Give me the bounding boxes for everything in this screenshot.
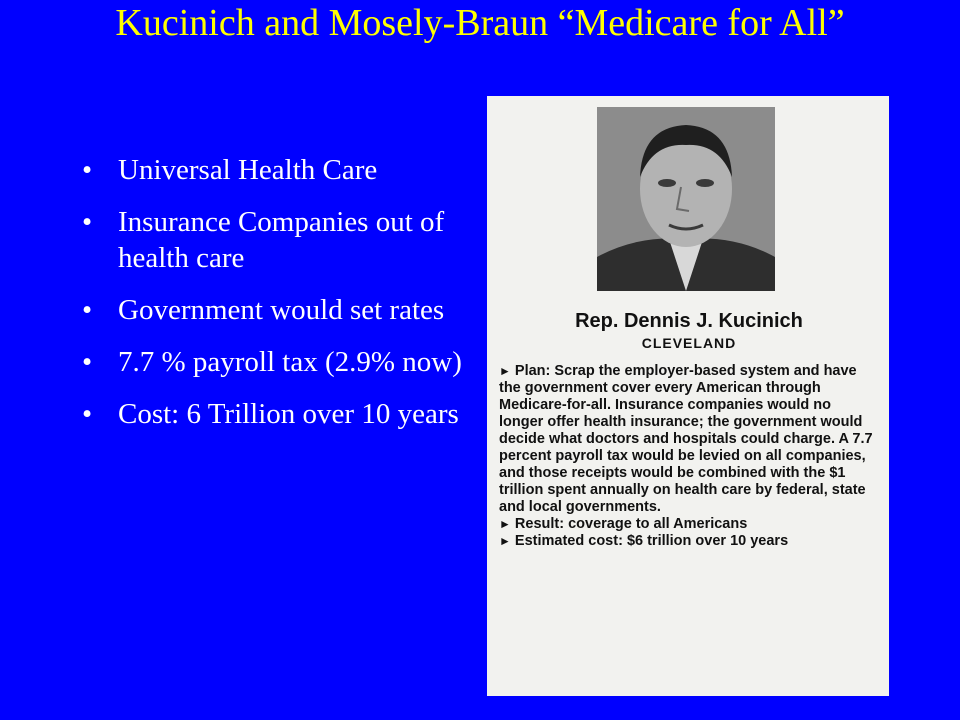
clipping-text: [499, 309, 879, 550]
cost-text: $6 trillion over 10 years: [626, 533, 789, 549]
cost-label: Estimated cost:: [514, 533, 623, 549]
result-paragraph: [499, 516, 879, 533]
bullet-text: Insurance Companies out of health care: [118, 206, 445, 274]
bullet-item: [82, 292, 472, 328]
bullet-icon: •: [82, 154, 93, 186]
plan-paragraph: [499, 363, 879, 516]
bullet-icon: •: [82, 398, 93, 430]
bullet-list: [82, 152, 472, 448]
politician-city: CLEVELAND: [641, 335, 737, 351]
bullet-item: [82, 344, 472, 380]
triangle-icon: ►: [499, 517, 511, 531]
slide-title: Kucinich and Mosely-Braun “Medicare for All”: [115, 2, 845, 44]
bullet-text: 7.7 % payroll tax (2.9% now): [118, 346, 462, 378]
bullet-text: Cost: 6 Trillion over 10 years: [118, 398, 459, 430]
bullet-text: Universal Health Care: [118, 154, 378, 186]
triangle-icon: ►: [499, 364, 511, 378]
bullet-icon: •: [82, 294, 93, 326]
result-text: coverage to all Americans: [568, 516, 748, 532]
bullet-item: [82, 152, 472, 188]
bullet-icon: •: [82, 346, 93, 378]
triangle-icon: ►: [499, 534, 511, 548]
bullet-item: [82, 396, 472, 432]
cost-paragraph: [499, 533, 879, 550]
politician-name: Rep. Dennis J. Kucinich: [575, 310, 803, 332]
newspaper-clipping: [487, 96, 889, 696]
portrait-image: [597, 107, 775, 291]
bullet-item: [82, 204, 472, 276]
portrait-photo: [597, 107, 775, 291]
plan-text: Scrap the employer-based system and have the government cover every American through Medicare-for-all. Insurance companies would no longer offer health insurance; the government would decide what doctors and hospitals could charge. A 7.7 percent payroll tax would be levied on all companies, and those receipts would be combined with the $1 trillion spent annually on health care by federal, state and local governments.: [499, 363, 873, 515]
bullet-icon: •: [82, 206, 93, 238]
bullet-text: Government would set rates: [118, 294, 445, 326]
result-label: Result:: [514, 516, 565, 532]
plan-label: Plan:: [514, 363, 551, 379]
